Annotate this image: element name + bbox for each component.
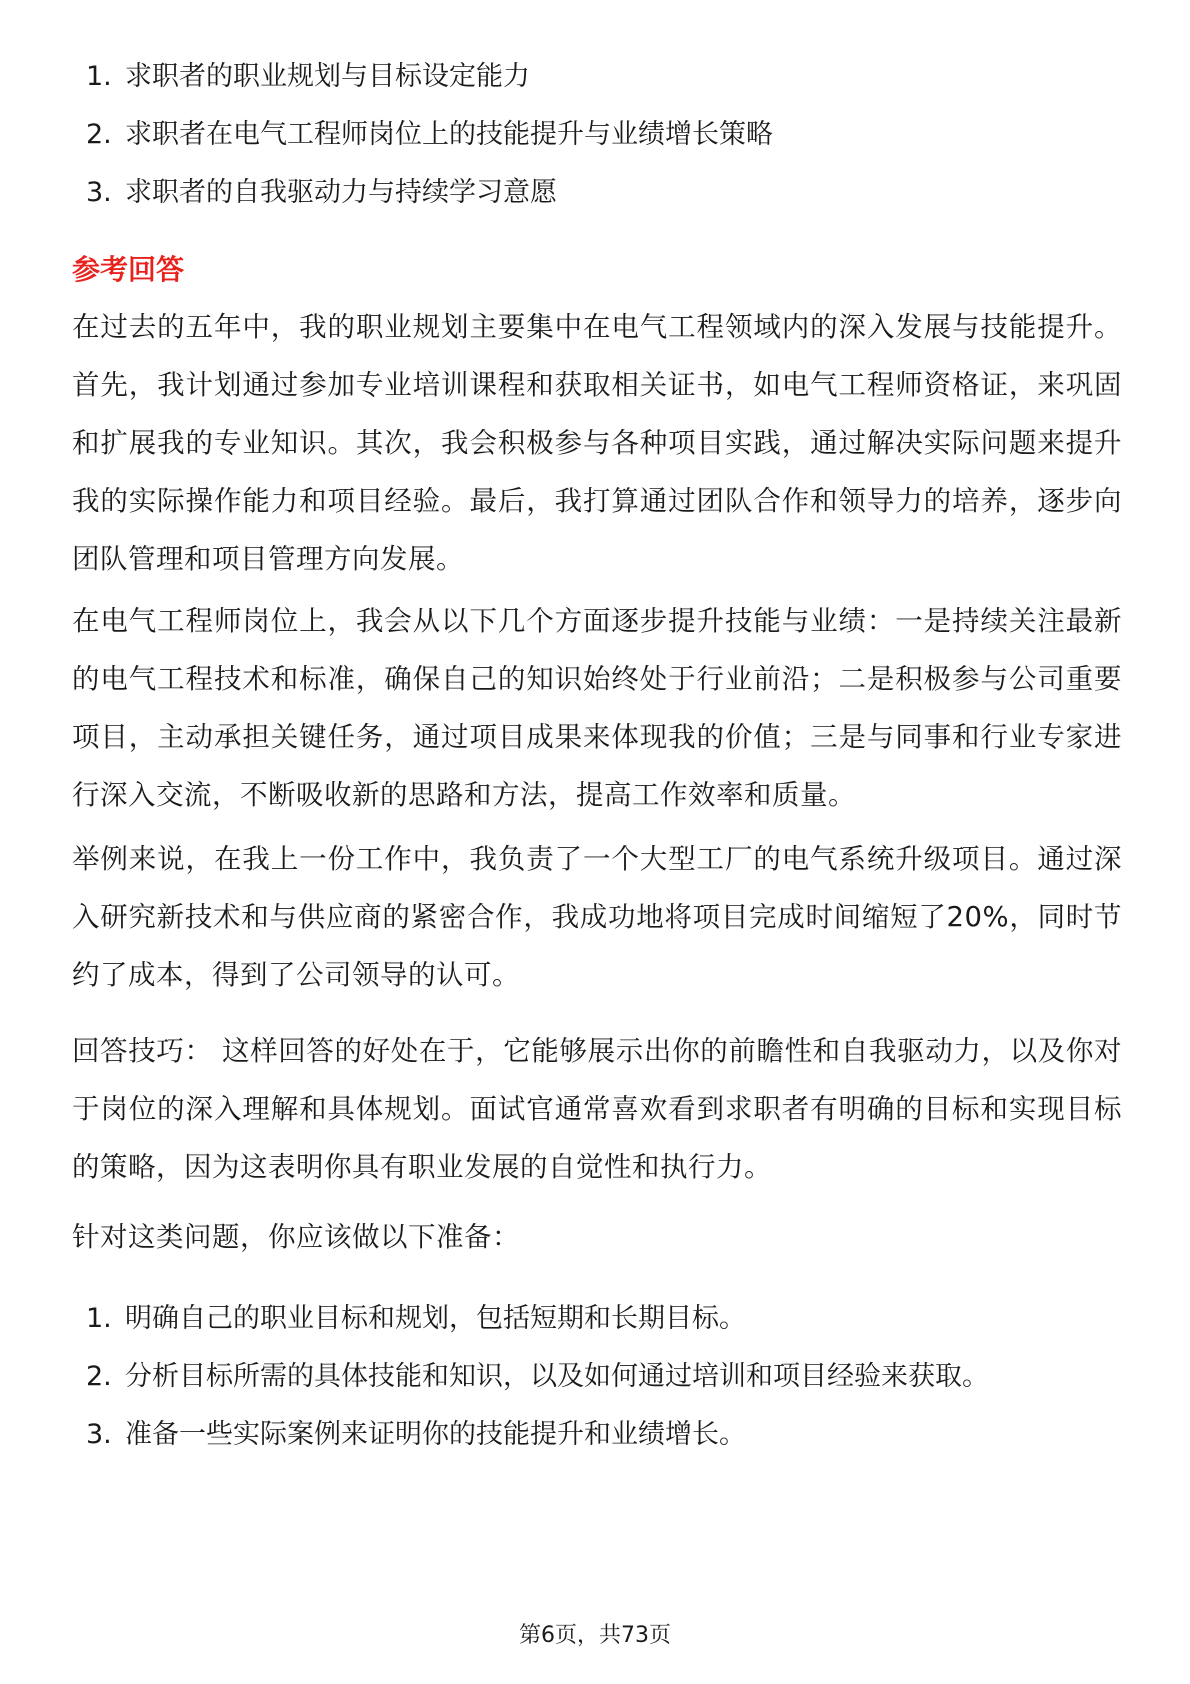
list-item-text: 分析目标所需的具体技能和知识，以及如何通过培训和项目经验来获取。 [125,1361,989,1392]
list-item [0,48,1190,106]
list-item-text: 准备一些实际案例来证明你的技能提升和业绩增长。 [125,1419,746,1450]
preparation-list [0,1290,1190,1464]
list-item-number: 2. [86,1361,112,1392]
list-item-text: 求职者的职业规划与目标设定能力 [125,61,530,92]
list-item [0,1348,1190,1406]
page-number-footer: 第6页，共73页 [519,1623,671,1648]
list-item-text: 求职者的自我驱动力与持续学习意愿 [125,177,557,208]
answer-paragraph-3: 举例来说，在我上一份工作中，我负责了一个大型工厂的电气系统升级项目。通过深入研究新技术和与供应商的紧密合作，我成功地将项目完成时间缩短了20%，同时节约了成本，得到了公司领导的认可。 [72,843,1122,991]
list-item [0,164,1190,222]
list-item-number: 1. [86,1303,112,1334]
list-item-number: 3. [86,1419,112,1450]
list-item [0,106,1190,164]
list-item-number: 2. [86,119,112,150]
list-item [0,1290,1190,1348]
list-item-number: 3. [86,177,112,208]
answer-paragraph-1: 在过去的五年中，我的职业规划主要集中在电气工程领域内的深入发展与技能提升。首先，我计划通过参加专业培训课程和获取相关证书，如电气工程师资格证，来巩固和扩展我的专业知识。其次，我会积极参与各种项目实践，通过解决实际问题来提升我的实际操作能力和项目经验。最后，我打算通过团队合作和领导力的培养，逐步向团队管理和项目管理方向发展。 [72,311,1122,575]
answer-heading: 参考回答 [72,253,185,286]
answer-paragraph-2: 在电气工程师岗位上，我会从以下几个方面逐步提升技能与业绩：一是持续关注最新的电气工程技术和标准，确保自己的知识始终处于行业前沿；二是积极参与公司重要项目，主动承担关键任务，通过项目成果来体现我的价值；三是与同事和行业专家进行深入交流，不断吸收新的思路和方法，提高工作效率和质量。 [72,605,1122,811]
list-item-text: 明确自己的职业目标和规划，包括短期和长期目标。 [125,1303,746,1334]
answer-tips-paragraph: 回答技巧： 这样回答的好处在于，它能够展示出你的前瞻性和自我驱动力，以及你对于岗位的深入理解和具体规划。面试官通常喜欢看到求职者有明确的目标和实现目标的策略，因为这表明你具有职业发展的自觉性和执行力。 [72,1035,1122,1183]
list-item-text: 求职者在电气工程师岗位上的技能提升与业绩增长策略 [125,119,773,150]
evaluation-points-list [0,48,1190,222]
list-item-number: 1. [86,61,112,92]
preparation-intro: 针对这类问题，你应该做以下准备： [72,1221,520,1253]
list-item [0,1406,1190,1464]
